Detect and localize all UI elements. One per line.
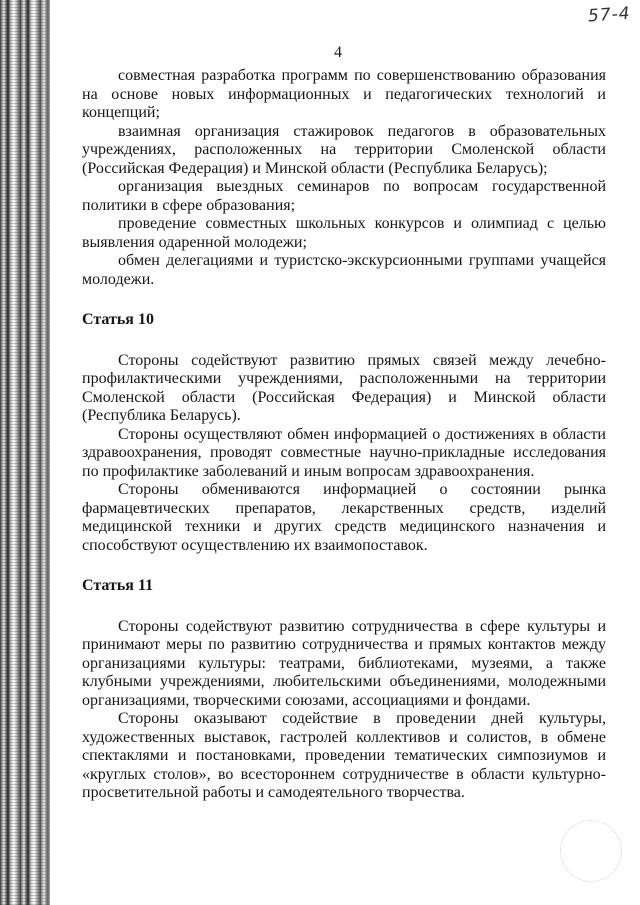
archive-number: 57-4 xyxy=(587,3,632,27)
list-item: организация выездных семинаров по вопросам государственной политики в сфере образования; xyxy=(82,178,606,214)
article-11-heading: Статья 11 xyxy=(82,577,154,594)
faint-seal-stamp xyxy=(560,820,622,882)
paragraph: Стороны содействуют развитию прямых связей между лечебно-профилактическими учреждениями, расположенными на территории Смоленской области (Российская Федерация) и Минской области (Республика Беларусь). xyxy=(82,351,606,424)
paragraph: Стороны оказывают содействие в проведении дней культуры, художественных выставок, гастролей коллективов и солистов, в обмене спектаклями и постановками, проведении тематических симпозиумов и «круглых столов», во всестороннем сотрудничестве в области культурно-просветительной работы и самодеятельного творчества. xyxy=(82,710,606,801)
paragraph: Стороны содействуют развитию сотрудничества в сфере культуры и принимают меры по развитию сотрудничества и прямых контактов между организациями культуры: театрами, библиотеками, музеями, а также клубными учреждениями, любительскими объединениями, молодежными организациями, творческими союзами, ассоциациями и фондами. xyxy=(82,617,606,709)
page-number: 4 xyxy=(334,44,342,61)
paragraph: Стороны осуществляют обмен информацией о достижениях в области здравоохранения, проводят совместные научно-прикладные исследования по профилактике заболеваний и иным вопросам здравоохранения. xyxy=(82,425,606,480)
list-item: совместная разработка программ по совершенствованию образования на основе новых информационных и педагогических технологий и концепций; xyxy=(82,67,606,121)
document-body xyxy=(82,67,606,803)
paragraph: Стороны обмениваются информацией о состоянии рынка фармацевтических препаратов, лекарственных средств, изделий медицинской техники и других средств медицинского назначения и способствуют осуществлению их взаимопоставок. xyxy=(82,481,606,554)
list-item: обмен делегациями и туристско-экскурсионными группами учащейся молодежи. xyxy=(82,252,606,288)
list-item: проведение совместных школьных конкурсов и олимпиад с целью выявления одаренной молодежи; xyxy=(82,215,606,251)
list-item: взаимная организация стажировок педагогов в образовательных учреждениях, расположенных на территории Смоленской области (Российская Федерация) и Минской области (Республика Беларусь); xyxy=(82,122,606,177)
binding-shadow xyxy=(38,0,78,905)
article-10-heading: Статья 10 xyxy=(82,311,154,328)
